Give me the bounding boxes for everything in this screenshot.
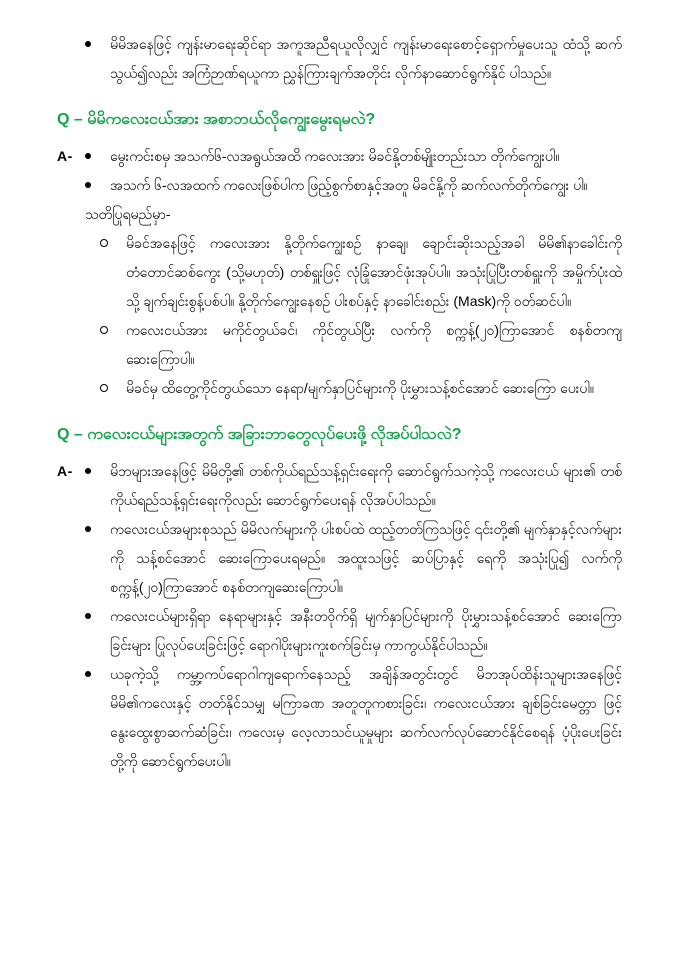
intro-bullet-item (57, 30, 622, 88)
answer1-text-2: အသက် ၆-လအထက် ကလေးဖြစ်ပါက ဖြည့်စွက်စာနှင့်အတူ မိခင်နို့ကို ဆက်လက်တိုက်ကျွေး ပါ။ (110, 177, 588, 193)
note-sub-item-2 (57, 316, 622, 374)
note-sub-item-3 (57, 374, 622, 403)
answer1-text-1: မွေးကင်းစမှ အသက်၆-လအရွယ်အထိ ကလေးအား မိခင်နို့တစ်မျိုးတည်းသာ တိုက်ကျွေးပါ။ (110, 148, 560, 164)
answer2-text-2: ကလေးငယ်အများစုသည် မိမိလက်များကို ပါးစပ်ထဲ ထည့်တတ်ကြသဖြင့် ၎င်းတို့၏ မျက်နှာနှင့်လက်များကို သန့်စင်အောင် ဆေးကြောပေးရမည်။ အထူးသဖြင့် ဆပ်ပြာနှင့် ရေကို အသုံးပြု၍ လက်ကို စက္ကန့်(၂၀)ကြာအောင် စနစ်တကျဆေးကြောပါ။ (110, 521, 622, 595)
answer-prefix-label: A- (57, 148, 73, 164)
answer2-item-3 (57, 602, 622, 660)
bullet-icon (85, 182, 91, 188)
answer2-item-1 (57, 457, 622, 515)
note-sub-text-3: မိခင်မှ ထိတွေ့ကိုင်တွယ်သော နေရာ/မျက်နှာပြင်များကို ပိုးမွှားသန့်စင်အောင် ဆေးကြော ပေးပါ။ (126, 380, 594, 396)
note-sub-item-1 (57, 229, 622, 316)
answer1-item-2 (57, 171, 622, 200)
bullet-icon (85, 41, 91, 47)
answer-prefix-label: A- (57, 463, 73, 479)
indent-spacer (57, 515, 80, 602)
answer2-text-4: ယခုကဲ့သို့ ကမ္ဘာ့ကပ်ရောဂါကျရောက်နေသည့် အချိန်အတွင်းတွင် မိဘအုပ်ထိန်းသူများအနေဖြင့် မိမိ၏ကလေးနှင့် တတ်နိုင်သမျှ မကြာခဏ အတူတူကစားခြင်း၊ ကလေးငယ်အား ချစ်ခြင်းမေတ္တာ ဖြင့် နွေးထွေးစွာဆက်ဆံခြင်း၊ ကလေးမှ လေ့လာသင်ယူမှုများ ဆက်လက်လုပ်ဆောင်နိုင်စေရန် ပံ့ပိုးပေးခြင်းတို့ကို ဆောင်ရွက်ပေးပါ။ (110, 666, 622, 769)
question-heading-2: Q – ကလေးငယ်များအတွက် အခြားဘာတွေလုပ်ပေးဖို့ လိုအပ်ပါသလဲ? (57, 426, 462, 443)
answer1-item-1 (57, 142, 622, 171)
bullet-icon (85, 153, 91, 159)
bullet-icon (85, 526, 91, 532)
answer2-item-2 (57, 515, 622, 602)
question-heading-1: Q – မိမိကလေးငယ်အား အစာဘယ်လိုကျွေးမွေးရမလဲ? (57, 111, 376, 128)
note-heading: သတိပြုရမည်မှာ- (85, 206, 171, 222)
circle-bullet-icon (100, 384, 108, 392)
note-sub-text-2: ကလေးငယ်အား မကိုင်တွယ်ခင်၊ ကိုင်တွယ်ပြီး လက်ကို စက္ကန့်(၂၀)ကြာအောင် စနစ်တကျ ဆေးကြောပါ။ (126, 322, 622, 367)
answer2-text-3: ကလေးငယ်များရှိရာ နေရာများနှင့် အနီးတဝိုက်ရှိ မျက်နှာပြင်များကို ပိုးမွှားသန့်စင်အောင် ဆေးကြောခြင်းများ ပြုလုပ်ပေးခြင်းဖြင့် ရောဂါပိုးများကူးစက်ခြင်းမှ ကာကွယ်နိုင်ပါသည်။ (110, 608, 622, 653)
indent-spacer (57, 660, 80, 776)
answer2-text-1: မိဘများအနေဖြင့် မိမိတို့၏ တစ်ကိုယ်ရည်သန့်ရှင်းရေးကို ဆောင်ရွက်သကဲ့သို့ ကလေးငယ် များ၏ တစ်ကိုယ်ရည်သန့်ရှင်းရေးကိုလည်း ဆောင်ရွက်ပေးရန် လိုအပ်ပါသည်။ (110, 463, 622, 508)
intro-bullet-text: မိမိအနေဖြင့် ကျန်းမာရေးဆိုင်ရာ အကူအညီရယူလိုလျှင် ကျန်းမာရေးစောင့်ရှောက်မှုပေးသူ ထံသို့ ဆက်သွယ်၍လည်း အကြံဉာဏ်ရယူကာ ညွှန်ကြားချက်အတိုင်း လိုက်နာဆောင်ရွက်နိုင် ပါသည်။ (110, 36, 622, 81)
bullet-icon (85, 468, 91, 474)
indent-spacer (57, 602, 80, 660)
indent-spacer (57, 171, 80, 200)
bullet-icon (85, 613, 91, 619)
circle-bullet-icon (100, 326, 108, 334)
circle-bullet-icon (100, 239, 108, 247)
bullet-icon (85, 671, 91, 677)
answer2-item-4 (57, 660, 622, 776)
note-sub-text-1: မိခင်အနေဖြင့် ကလေးအား နို့တိုက်ကျွေးစဉ် နာချေ၊ ချောင်းဆိုးသည့်အခါ မိမိ၏နာခေါင်းကို တံတောင်ဆစ်ကွေး (သို့မဟုတ်) တစ်ရှူးဖြင့် လုံခြုံအောင်ဖုံးအုပ်ပါ။ အသုံးပြုပြီးတစ်ရှူးကို အမှိုက်ပုံးထဲသို့ ချက်ချင်းစွန့်ပစ်ပါ။ နို့တိုက်ကျွေးနေစဉ် ပါးစပ်နှင့် နာခေါင်းစည်း (Mask)ကို ဝတ်ဆင်ပါ။ (126, 235, 622, 309)
